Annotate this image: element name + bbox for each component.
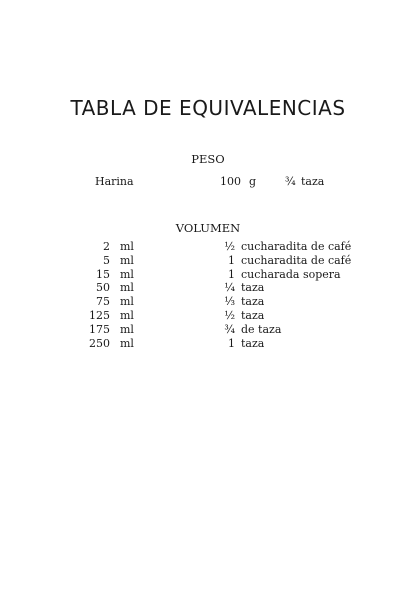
equiv-quantity: ¾ xyxy=(224,322,235,336)
ingredient-name: Harina xyxy=(95,175,134,188)
volume-unit: ml xyxy=(120,322,134,336)
equiv-description: taza xyxy=(241,281,265,295)
equiv-quantity: ½ xyxy=(224,309,235,322)
equiv-description: de taza xyxy=(241,322,282,336)
volume-unit: ml xyxy=(120,309,134,322)
equiv-quantity: ⅓ xyxy=(224,295,235,309)
volume-amount: 5 xyxy=(103,253,110,267)
volume-unit: ml xyxy=(120,295,134,309)
equiv-quantity: ¾ xyxy=(285,175,296,188)
weight-unit: g xyxy=(249,175,257,188)
volume-amount: 75 xyxy=(96,295,110,309)
equiv-description: taza xyxy=(241,336,265,350)
volume-unit: ml xyxy=(120,267,134,281)
equiv-description: taza xyxy=(241,295,265,309)
weight-amount: 100 xyxy=(220,175,241,188)
volumen-heading: VOLUMEN xyxy=(175,221,241,235)
volume-unit: ml xyxy=(120,240,134,253)
equiv-description: cucharada sopera xyxy=(241,267,341,281)
peso-heading: PESO xyxy=(191,152,225,166)
equiv-description: taza xyxy=(301,175,325,188)
volume-unit: ml xyxy=(120,281,134,295)
volume-amount: 2 xyxy=(103,240,110,253)
equiv-description: cucharadita de café xyxy=(241,240,352,253)
equiv-description: taza xyxy=(241,309,265,322)
equiv-quantity: ¼ xyxy=(224,281,235,295)
volume-unit: ml xyxy=(120,336,134,350)
volume-amount: 50 xyxy=(96,281,110,295)
volume-unit: ml xyxy=(120,253,134,267)
equiv-quantity: 1 xyxy=(228,336,235,350)
page-title: TABLA DE EQUIVALENCIAS xyxy=(70,96,346,120)
equiv-description: cucharadita de café xyxy=(241,253,352,267)
equiv-quantity: 1 xyxy=(228,253,235,267)
volume-amount: 175 xyxy=(89,322,110,336)
volume-amount: 15 xyxy=(96,267,110,281)
volume-amount: 250 xyxy=(89,336,110,350)
volume-amount: 125 xyxy=(89,309,110,322)
equiv-quantity: 1 xyxy=(228,267,235,281)
equiv-quantity: ½ xyxy=(224,240,235,253)
